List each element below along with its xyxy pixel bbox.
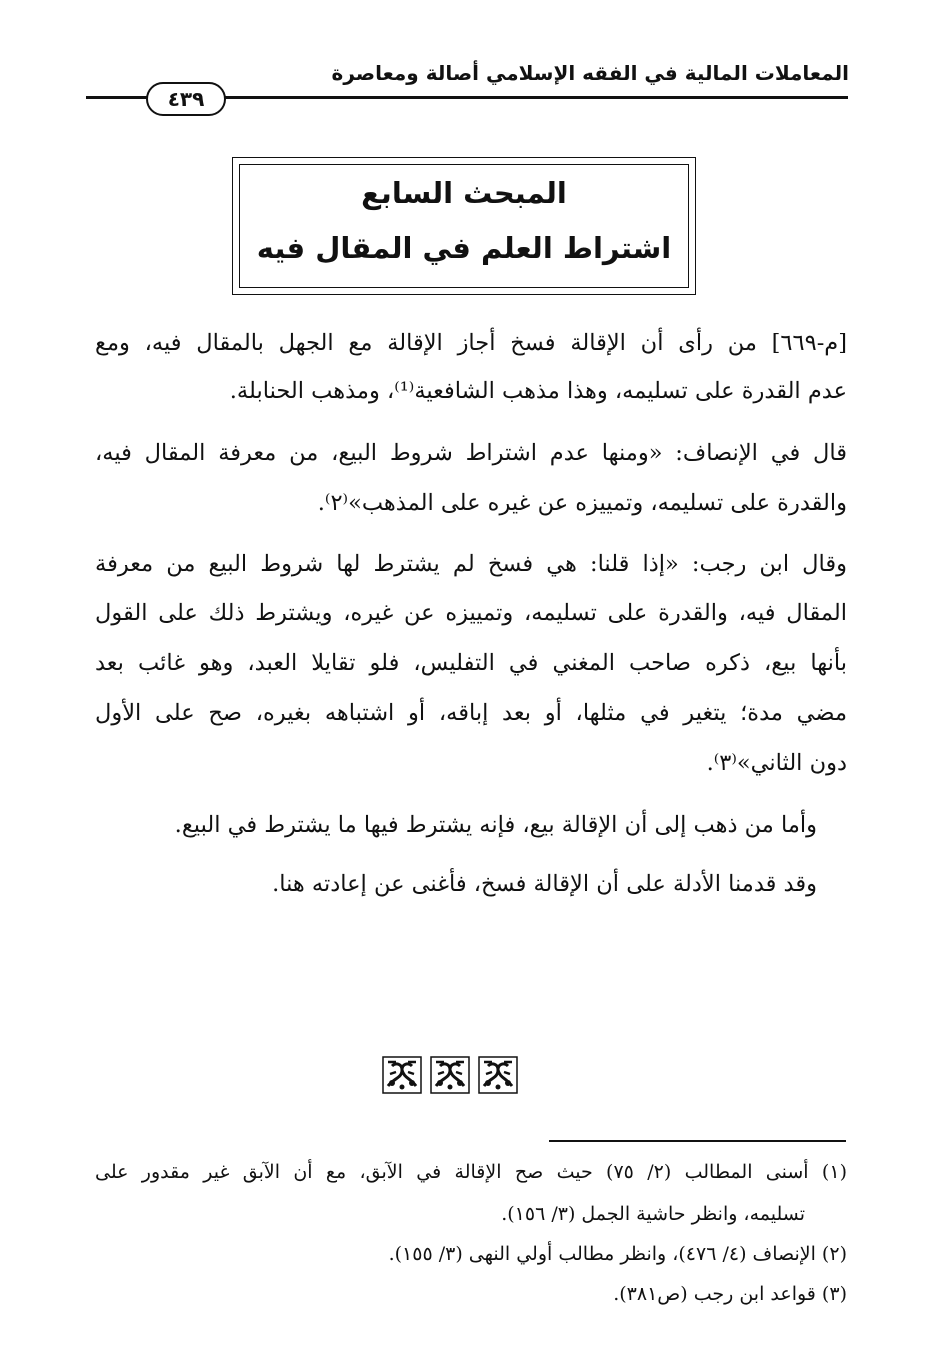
body-line: مضي مدة؛ يتغير في مثلها، أو بعد إباقه، أو اشتباهه بغيره، صح على الأول [95, 700, 847, 726]
running-header-title: المعاملات المالية في الفقه الإسلامي أصالة ومعاصرة [331, 61, 849, 85]
body-line: وأما من ذهب إلى أن الإقالة بيع، فإنه يشترط فيها ما يشترط في البيع. [174, 812, 817, 838]
body-line: والقدرة على تسليمه، وتمييزه عن غيره على المذهب»⁽٢⁾. [317, 490, 847, 516]
footnote-rule [549, 1140, 846, 1142]
footnote-line: (١) أسنى المطالب (٢/ ٧٥) حيث صح الإقالة في الآبق، مع أن الآبق غير مقدور على [95, 1161, 847, 1183]
section-heading: المبحث السابع [361, 176, 567, 210]
body-line: [م-٦٦٩] من رأى أن الإقالة فسخ أجاز الإقالة مع الجهل بالمقال فيه، ومع [95, 330, 847, 356]
section-subheading: اشتراط العلم في المقال فيه [256, 231, 672, 265]
floral-ornament-icon [382, 1056, 518, 1094]
body-line: وقال ابن رجب: «إذا قلنا: هي فسخ لم يشترط لها شروط البيع من معرفة [95, 551, 847, 577]
section-title-box [232, 157, 696, 295]
page-number: ٤٣٩ [146, 82, 226, 116]
body-line: بأنها بيع، ذكره صاحب المغني في التفليس، فلو تقايلا العبد، وهو غائب بعد [95, 650, 847, 676]
body-line: وقد قدمنا الأدلة على أن الإقالة فسخ، فأغنى عن إعادته هنا. [272, 871, 817, 897]
footnote-line: تسليمه، وانظر حاشية الجمل (٣/ ١٥٦). [501, 1203, 805, 1225]
body-line: المقال فيه، والقدرة على تسليمه، وتمييزه عن غيره، ويشترط ذلك على القول [95, 600, 847, 626]
body-line: عدم القدرة على تسليمه، وهذا مذهب الشافعية⁽¹⁾، ومذهب الحنابلة. [229, 378, 847, 404]
footnote-line: (٢) الإنصاف (٤/ ٤٧٦)، وانظر مطالب أولي النهى (٣/ ١٥٥). [388, 1243, 847, 1265]
footnote-line: (٣) قواعد ابن رجب (ص٣٨١). [613, 1283, 847, 1305]
body-line: دون الثاني»⁽٣⁾. [706, 750, 847, 776]
body-line: قال في الإنصاف: «ومنها عدم اشتراط شروط البيع، من معرفة المقال فيه، [95, 440, 847, 466]
